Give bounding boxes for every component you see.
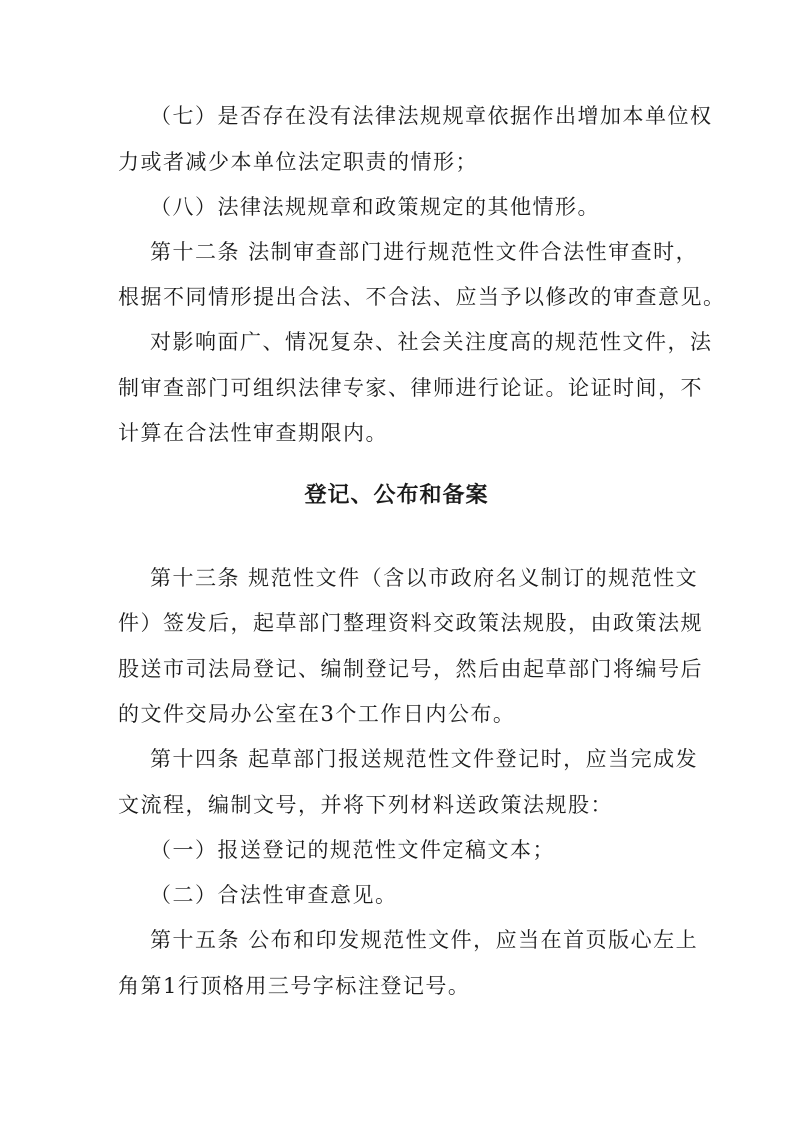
paragraph-item-8: （八）法律法规规章和政策规定的其他情形。 xyxy=(150,195,600,219)
article-13-line-1: 第十三条 规范性文件（含以市政府名义制订的规范性文 xyxy=(150,566,699,590)
material-item-2: （二）合法性审查意见。 xyxy=(150,883,398,907)
article-13-line-4: 的文件交局办公室在3个工作日内公布。 xyxy=(118,702,516,726)
article-13-line-3: 股送市司法局登记、编制登记号，然后由起草部门将编号后 xyxy=(118,657,703,681)
paragraph-item-7-line-1: （七）是否存在没有法律法规规章依据作出增加本单位权 xyxy=(150,104,713,128)
article-15-line-1: 第十五条 公布和印发规范性文件，应当在首页版心左上 xyxy=(150,928,699,952)
section-heading: 登记、公布和备案 xyxy=(304,483,489,508)
article-14-line-2: 文流程，编制文号，并将下列材料送政策法规股： xyxy=(118,793,613,817)
article-13-line-2: 件）签发后，起草部门整理资料交政策法规股，由政策法规 xyxy=(118,611,703,635)
paragraph-review-line-3: 计算在合法性审查期限内。 xyxy=(118,421,388,445)
paragraph-item-7-line-2: 力或者减少本单位法定职责的情形； xyxy=(118,150,478,174)
article-12-line-1: 第十二条 法制审查部门进行规范性文件合法性审查时， xyxy=(150,240,699,264)
article-12-line-2: 根据不同情形提出合法、不合法、应当予以修改的审查意见。 xyxy=(118,285,726,309)
article-15-line-2: 角第1行顶格用三号字标注登记号。 xyxy=(118,974,471,998)
paragraph-review-line-1: 对影响面广、情况复杂、社会关注度高的规范性文件，法 xyxy=(150,330,713,354)
article-14-line-1: 第十四条 起草部门报送规范性文件登记时，应当完成发 xyxy=(150,747,699,771)
paragraph-review-line-2: 制审查部门可组织法律专家、律师进行论证。论证时间，不 xyxy=(118,376,703,400)
material-item-1: （一）报送登记的规范性文件定稿文本； xyxy=(150,838,555,862)
